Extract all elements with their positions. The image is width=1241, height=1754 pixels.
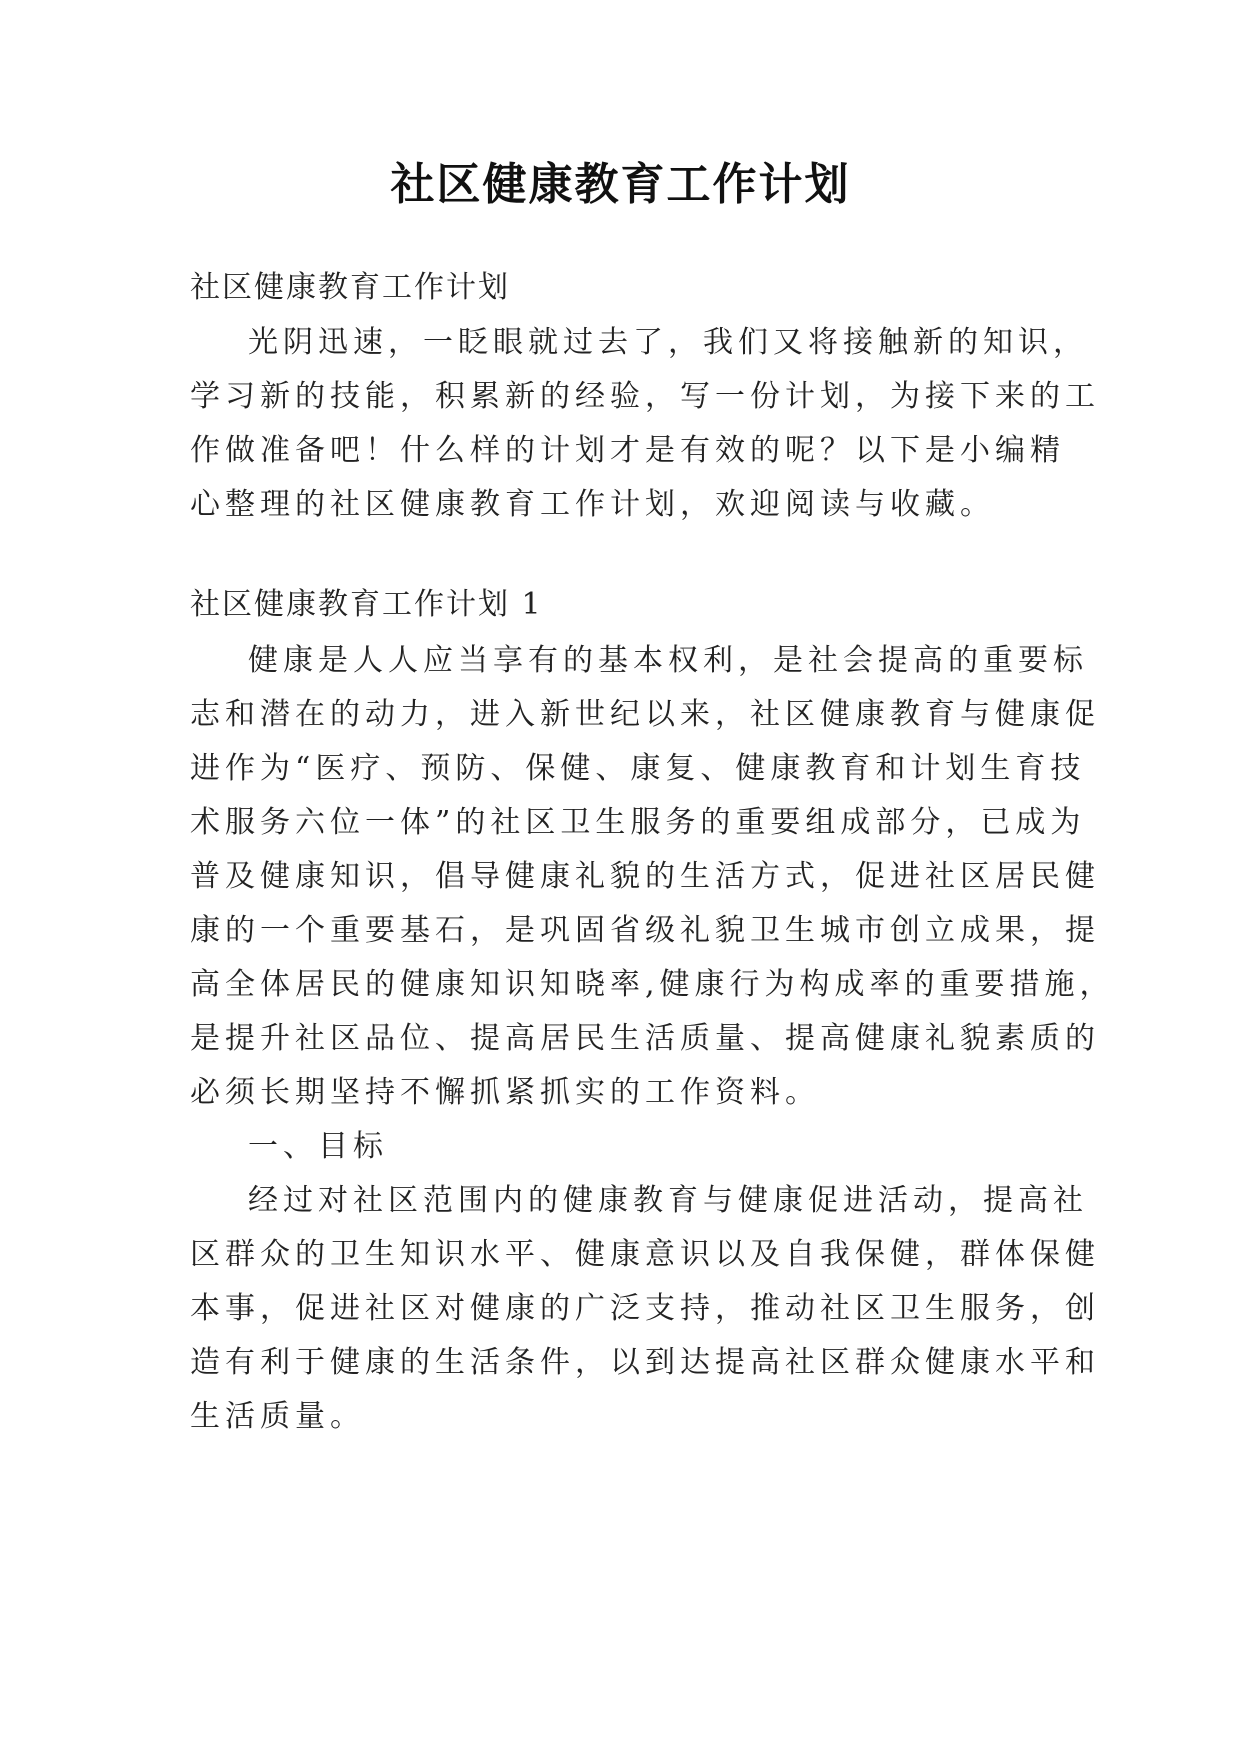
section1-heading: 社区健康教育工作计划 1: [190, 587, 543, 622]
goal-line-4: 造有利于健康的生活条件，以到达提高社区群众健康水平和: [190, 1345, 1100, 1380]
section1-line-8: 是提升社区品位、提高居民生活质量、提高健康礼貌素质的: [190, 1021, 1100, 1056]
section1-line-4: 术服务六位一体”的社区卫生服务的重要组成部分，已成为: [190, 805, 1086, 840]
intro-line-4: 心整理的社区健康教育工作计划，欢迎阅读与收藏。: [190, 487, 995, 522]
intro-line-2: 学习新的技能，积累新的经验，写一份计划，为接下来的工: [190, 379, 1100, 414]
section1-line-2: 志和潜在的动力，进入新世纪以来，社区健康教育与健康促: [190, 697, 1100, 732]
section1-line-5: 普及健康知识，倡导健康礼貌的生活方式，促进社区居民健: [190, 859, 1100, 894]
goal-line-1: 经过对社区范围内的健康教育与健康促进活动，提高社: [248, 1183, 1088, 1218]
goal-line-5: 生活质量。: [190, 1399, 365, 1434]
section1-line-3: 进作为“医疗、预防、保健、康复、健康教育和计划生育技: [190, 751, 1086, 786]
section1-line-7: 高全体居民的健康知识知晓率,健康行为构成率的重要措施，: [190, 967, 1115, 1002]
section1-line-1: 健康是人人应当享有的基本权利，是社会提高的重要标: [248, 643, 1088, 678]
goal-line-3: 本事，促进社区对健康的广泛支持，推动社区卫生服务，创: [190, 1291, 1100, 1326]
subtitle: 社区健康教育工作计划: [190, 270, 510, 305]
intro-line-3: 作做准备吧！什么样的计划才是有效的呢？以下是小编精: [190, 433, 1065, 468]
intro-line-1: 光阴迅速，一眨眼就过去了，我们又将接触新的知识，: [248, 325, 1088, 360]
section1-line-9: 必须长期坚持不懈抓紧抓实的工作资料。: [190, 1075, 820, 1110]
goal-heading: 一、目标: [248, 1129, 388, 1164]
goal-line-2: 区群众的卫生知识水平、健康意识以及自我保健，群体保健: [190, 1237, 1100, 1272]
section1-line-6: 康的一个重要基石，是巩固省级礼貌卫生城市创立成果，提: [190, 913, 1100, 948]
document-title: 社区健康教育工作计划: [390, 159, 851, 210]
